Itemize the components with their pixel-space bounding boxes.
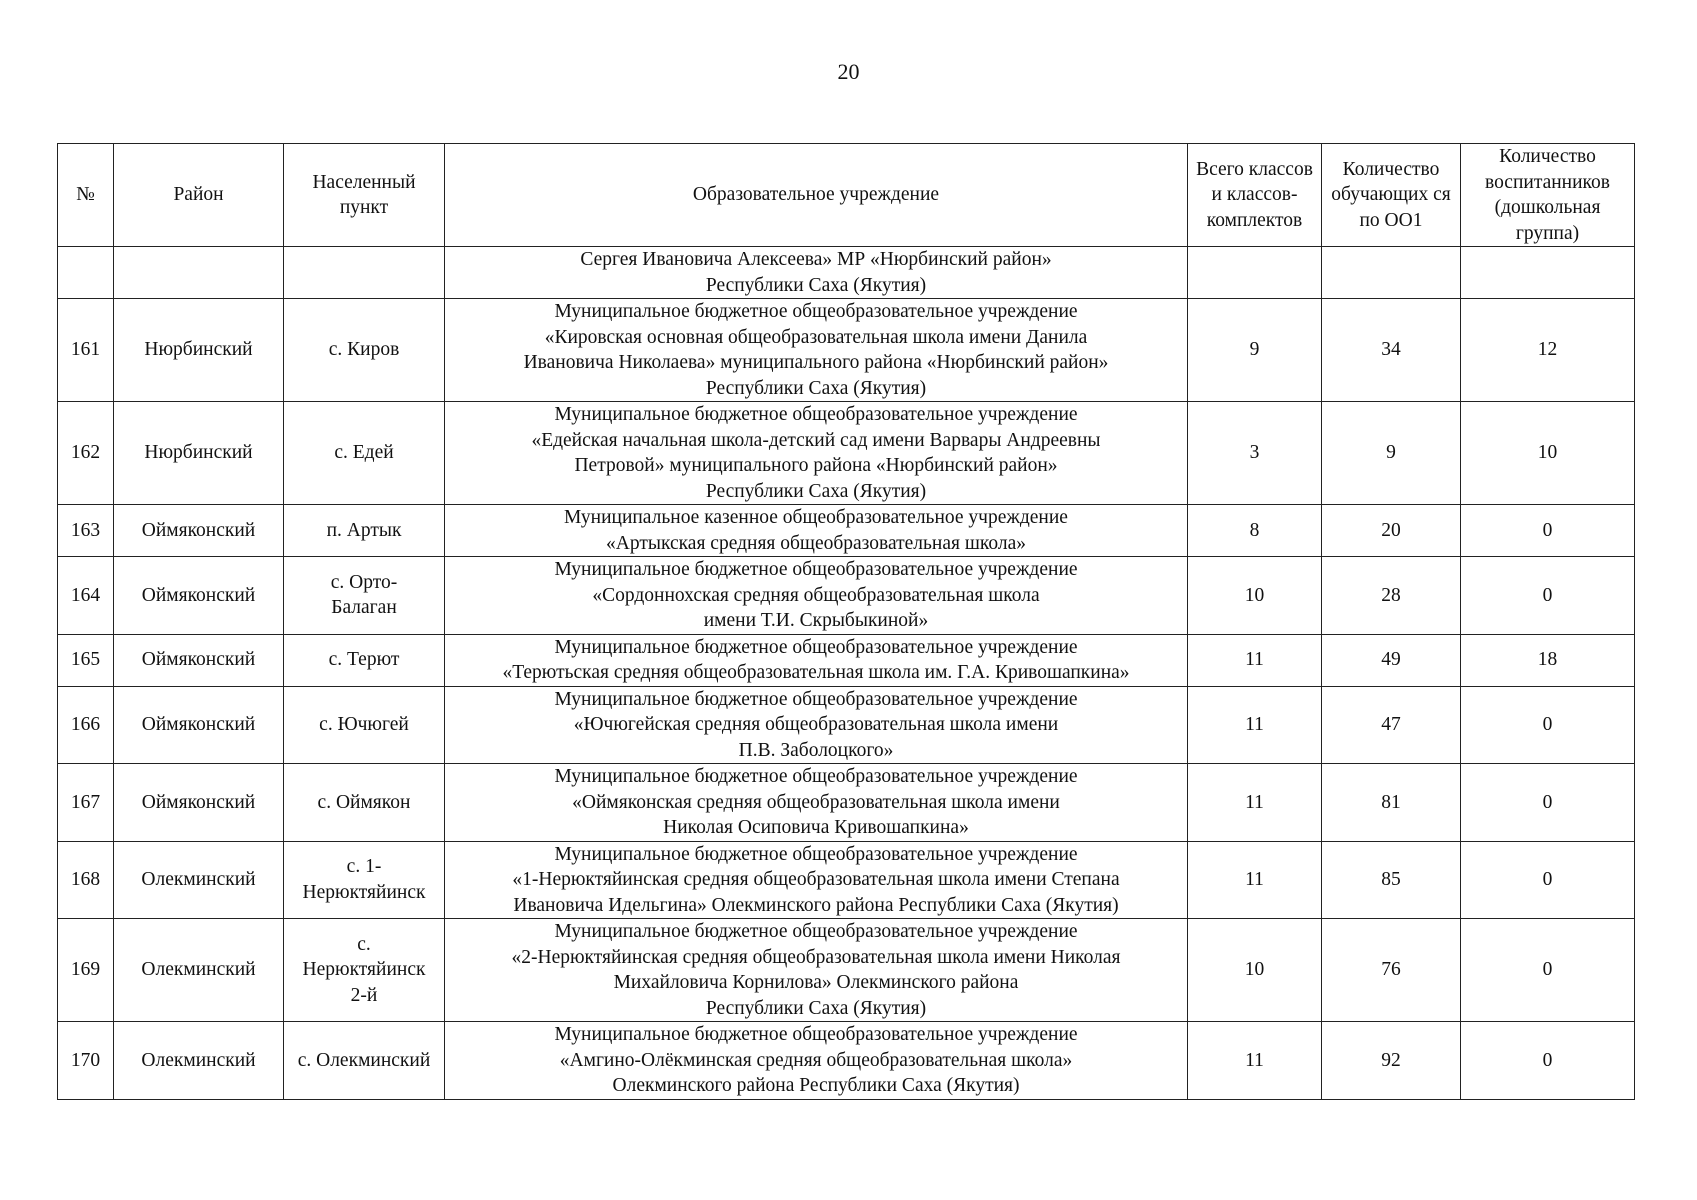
cell-classes: 11 (1188, 634, 1322, 686)
header-settlement: Населенный пункт (284, 144, 445, 247)
continuation-row (58, 247, 1635, 299)
cell-institution: Муниципальное бюджетное общеобразовательное учреждение «Кировская основная общеобразовательная школа имени Данила Ивановича Николаева» муниципального района «Нюрбинский район» Республики Саха (Якутия) (445, 299, 1188, 402)
cell-institution: Муниципальное бюджетное общеобразовательное учреждение «1-Нерюктяйинская средняя общеобразовательная школа имени Степана Ивановича Идельгина» Олекминского района Республики Саха (Якутия) (445, 841, 1188, 919)
cell-district: Олекминский (114, 841, 284, 919)
cell-num: 162 (58, 402, 114, 505)
cell-preschool: 0 (1461, 505, 1635, 557)
cell-district (114, 247, 284, 299)
cell-institution: Муниципальное бюджетное общеобразовательное учреждение «Амгино-Олёкминская средняя общеобразовательная школа» Олекминского района Республики Саха (Якутия) (445, 1022, 1188, 1100)
cell-classes: 11 (1188, 1022, 1322, 1100)
header-num: № (58, 144, 114, 247)
cell-institution: Муниципальное бюджетное общеобразовательное учреждение «Едейская начальная школа-детский сад имени Варвары Андреевны Петровой» муниципального района «Нюрбинский район» Республики Саха (Якутия) (445, 402, 1188, 505)
cell-students: 81 (1322, 764, 1461, 842)
cell-num: 161 (58, 299, 114, 402)
cell-classes: 10 (1188, 919, 1322, 1022)
cell-num: 170 (58, 1022, 114, 1100)
cell-classes: 3 (1188, 402, 1322, 505)
cell-preschool: 12 (1461, 299, 1635, 402)
cell-preschool: 0 (1461, 557, 1635, 635)
cell-institution: Муниципальное бюджетное общеобразовательное учреждение «Сордоннохская средняя общеобразовательная школа имени Т.И. Скрыбыкиной» (445, 557, 1188, 635)
cell-num: 163 (58, 505, 114, 557)
cell-district: Оймяконский (114, 686, 284, 764)
cell-settlement: с. Ючюгей (284, 686, 445, 764)
schools-table (57, 143, 1635, 1100)
table-row (58, 402, 1635, 505)
cell-num: 165 (58, 634, 114, 686)
cell-classes: 10 (1188, 557, 1322, 635)
cell-classes: 11 (1188, 764, 1322, 842)
header-classes: Всего классов и классов-комплектов (1188, 144, 1322, 247)
cell-district: Оймяконский (114, 634, 284, 686)
cell-students: 47 (1322, 686, 1461, 764)
table-row (58, 1022, 1635, 1100)
cell-students: 20 (1322, 505, 1461, 557)
table-row (58, 841, 1635, 919)
cell-district: Оймяконский (114, 505, 284, 557)
cell-district: Нюрбинский (114, 299, 284, 402)
cell-num: 169 (58, 919, 114, 1022)
cell-students: 92 (1322, 1022, 1461, 1100)
cell-preschool: 0 (1461, 1022, 1635, 1100)
cell-preschool: 10 (1461, 402, 1635, 505)
cell-settlement: с. Оймякон (284, 764, 445, 842)
cell-num: 167 (58, 764, 114, 842)
cell-institution: Муниципальное бюджетное общеобразовательное учреждение «Оймяконская средняя общеобразовательная школа имени Николая Осиповича Кривошапкина» (445, 764, 1188, 842)
cell-students: 28 (1322, 557, 1461, 635)
cell-preschool: 0 (1461, 841, 1635, 919)
cell-preschool: 0 (1461, 764, 1635, 842)
cell-institution: Муниципальное бюджетное общеобразовательное учреждение «Ючюгейская средняя общеобразовательная школа имени П.В. Заболоцкого» (445, 686, 1188, 764)
cell-students (1322, 247, 1461, 299)
cell-classes (1188, 247, 1322, 299)
table-row (58, 299, 1635, 402)
cell-classes: 11 (1188, 841, 1322, 919)
table-row (58, 764, 1635, 842)
cell-num: 168 (58, 841, 114, 919)
cell-settlement: с. Орто- Балаган (284, 557, 445, 635)
cell-classes: 11 (1188, 686, 1322, 764)
cell-institution: Муниципальное казенное общеобразовательное учреждение «Артыкская средняя общеобразовательная школа» (445, 505, 1188, 557)
cell-preschool: 0 (1461, 919, 1635, 1022)
cell-district: Олекминский (114, 1022, 284, 1100)
cell-settlement: п. Артык (284, 505, 445, 557)
table-row (58, 634, 1635, 686)
cell-institution: Муниципальное бюджетное общеобразовательное учреждение «2-Нерюктяйинская средняя общеобразовательная школа имени Николая Михайловича Корнилова» Олекминского района Республики Саха (Якутия) (445, 919, 1188, 1022)
cell-settlement: с. Киров (284, 299, 445, 402)
cell-students: 34 (1322, 299, 1461, 402)
cell-settlement: с. Терют (284, 634, 445, 686)
cell-settlement: с. 1- Нерюктяйинск (284, 841, 445, 919)
table-row (58, 505, 1635, 557)
cell-preschool: 18 (1461, 634, 1635, 686)
cell-students: 76 (1322, 919, 1461, 1022)
header-preschool: Количество воспитанников (дошкольная группа) (1461, 144, 1635, 247)
cell-num: 166 (58, 686, 114, 764)
cell-settlement (284, 247, 445, 299)
cell-students: 49 (1322, 634, 1461, 686)
cell-settlement: с. Едей (284, 402, 445, 505)
cell-preschool (1461, 247, 1635, 299)
cell-preschool: 0 (1461, 686, 1635, 764)
cell-district: Оймяконский (114, 764, 284, 842)
cell-district: Олекминский (114, 919, 284, 1022)
cell-institution: Сергея Ивановича Алексеева» МР «Нюрбинский район» Республики Саха (Якутия) (445, 247, 1188, 299)
header-students: Количество обучающих ся по ОО1 (1322, 144, 1461, 247)
header-row (58, 144, 1635, 247)
header-district: Район (114, 144, 284, 247)
cell-classes: 9 (1188, 299, 1322, 402)
cell-num: 164 (58, 557, 114, 635)
table-row (58, 919, 1635, 1022)
cell-students: 9 (1322, 402, 1461, 505)
table-row (58, 557, 1635, 635)
page-number: 20 (837, 59, 860, 84)
cell-settlement: с. Олекминский (284, 1022, 445, 1100)
cell-num (58, 247, 114, 299)
header-institution: Образовательное учреждение (445, 144, 1188, 247)
cell-classes: 8 (1188, 505, 1322, 557)
cell-district: Нюрбинский (114, 402, 284, 505)
cell-students: 85 (1322, 841, 1461, 919)
table-row (58, 686, 1635, 764)
cell-settlement: с. Нерюктяйинск 2-й (284, 919, 445, 1022)
cell-district: Оймяконский (114, 557, 284, 635)
cell-institution: Муниципальное бюджетное общеобразовательное учреждение «Терютьская средняя общеобразовательная школа им. Г.А. Кривошапкина» (445, 634, 1188, 686)
